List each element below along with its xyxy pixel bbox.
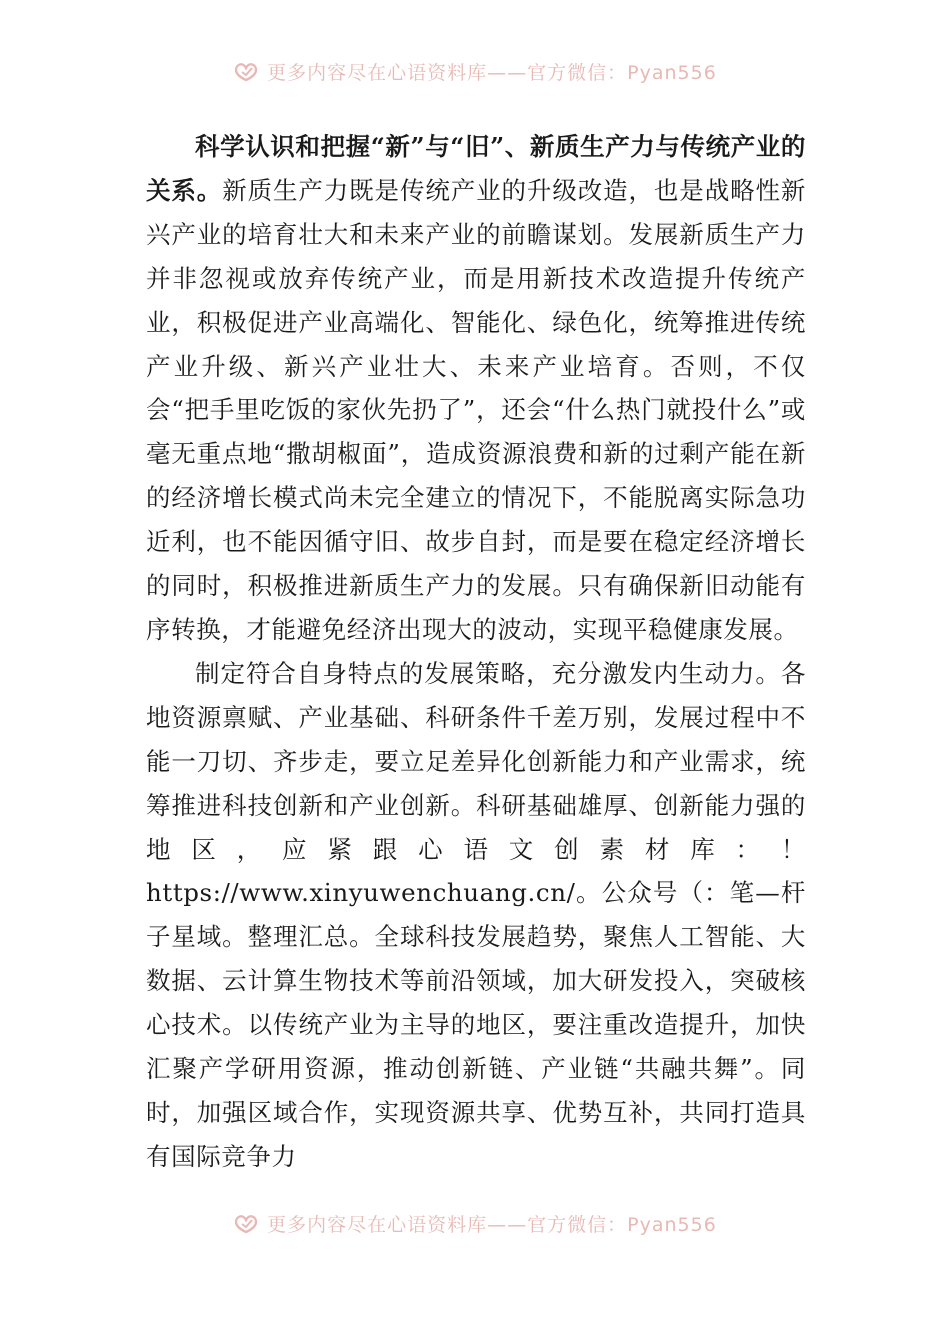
watermark-logo-icon xyxy=(233,60,259,82)
document-body xyxy=(146,125,806,1179)
paragraph-1-text: 新质生产力既是传统产业的升级改造，也是战略性新兴产业的培育壮大和未来产业的前瞻谋划。发展新质生产力并非忽视或放弃传统产业，而是用新技术改造提升传统产业，积极促进产业高端化、智能化、绿色化，统筹推进传统产业升级、新兴产业壮大、未来产业培育。否则，不仅会“把手里吃饭的家伙先扔了”，还会“什么热门就投什么”或毫无重点地“撒胡椒面”，造成资源浪费和新的过剩产能在新的经济增长模式尚未完全建立的情况下，不能脱离实际急功近利，也不能因循守旧、故步自封，而是要在稳定经济增长的同时，积极推进新质生产力的发展。只有确保新旧动能有序转换，才能避免经济出现大的波动，实现平稳健康发展。 xyxy=(146,175,806,644)
watermark-text: 更多内容尽在心语资料库——官方微信：Pyan556 xyxy=(267,1213,717,1236)
watermark-text: 更多内容尽在心语资料库——官方微信：Pyan556 xyxy=(267,61,717,84)
footer-watermark xyxy=(0,1208,950,1238)
paragraph-2 xyxy=(146,652,806,1179)
header-watermark xyxy=(0,56,950,86)
paragraph-1-heading: 科学认识和把握“新”与“旧”、新质生产力与传统产业的关系。 xyxy=(146,132,806,205)
watermark-logo-icon xyxy=(233,1212,259,1234)
paragraph-2-text: 制定符合自身特点的发展策略，充分激发内生动力。各地资源禀赋、产业基础、科研条件千差万别，发展过程中不能一刀切、齐步走，要立足差异化创新能力和产业需求，统筹推进科技创新和产业创新。科研基础雄厚、创新能力强的地区，应紧跟心语文创素材库：！https://www.xinyuwenchuang.cn/。公众号（：笔—杆子星域。整理汇总。全球科技发展趋势，聚焦人工智能、大数据、云计算生物技术等前沿领域，加大研发投入，突破核心技术。以传统产业为主导的地区，要注重改造提升，加快汇聚产学研用资源，推动创新链、产业链“共融共舞”。同时，加强区域合作，实现资源共享、优势互补，共同打造具有国际竞争力 xyxy=(146,658,806,1171)
paragraph-1 xyxy=(146,125,806,652)
